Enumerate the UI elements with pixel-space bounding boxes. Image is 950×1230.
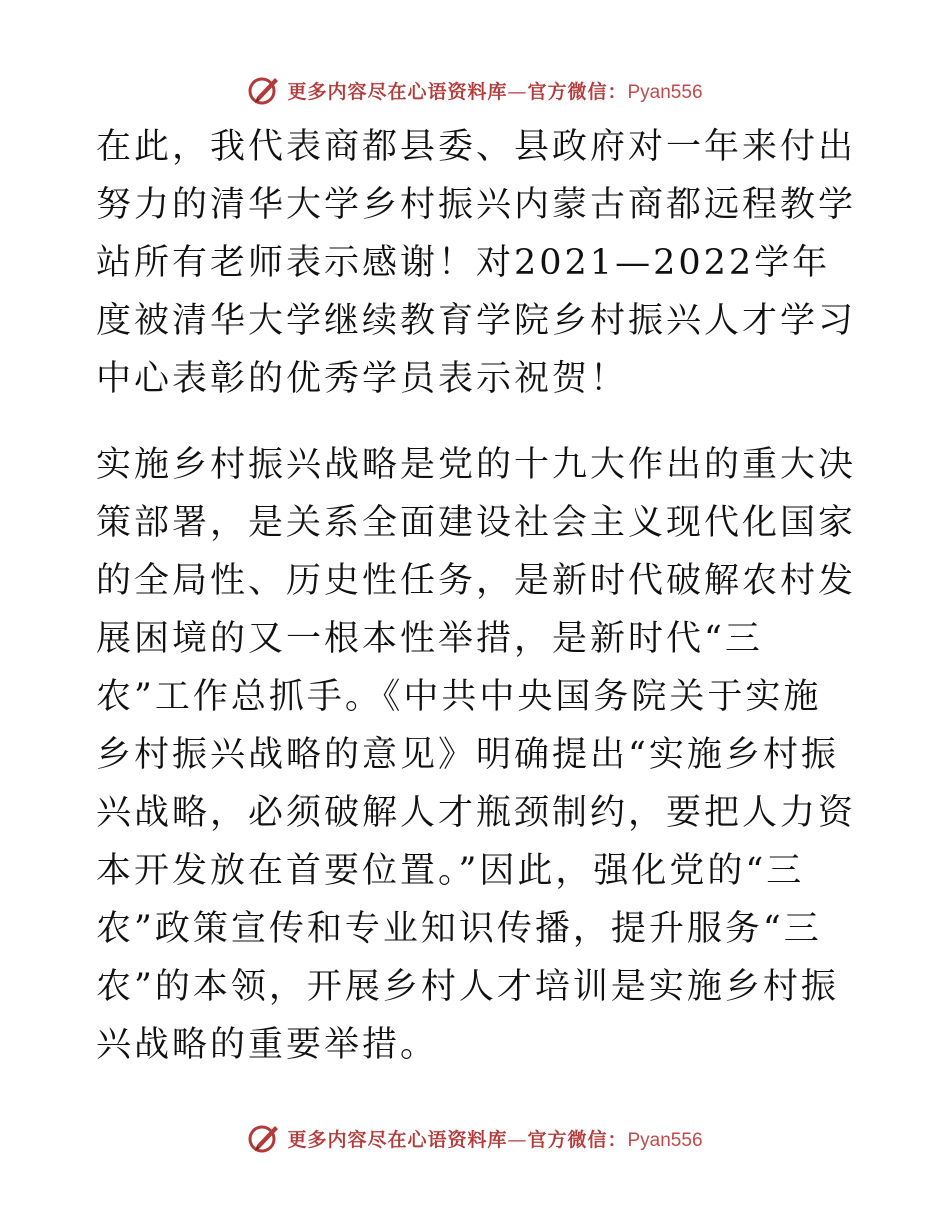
quill-pen-circle-icon [247, 73, 281, 107]
footer-wechat-id: Pyan556 [627, 1129, 703, 1151]
footer-banner [0, 1118, 950, 1158]
footer-banner-separator: — [507, 1128, 528, 1151]
footer-wechat-label: 官方微信： [527, 1128, 628, 1151]
header-banner-separator: — [507, 80, 528, 103]
header-banner-label: 更多内容尽在心语资料库 [287, 80, 508, 103]
quill-pen-circle-icon [247, 1121, 281, 1155]
footer-banner-text [287, 1125, 702, 1152]
header-wechat-id: Pyan556 [627, 81, 703, 103]
document-body [96, 118, 856, 1074]
header-banner-text [287, 77, 702, 104]
header-banner [0, 70, 950, 110]
header-wechat-label: 官方微信： [527, 80, 628, 103]
paragraph-2: 实施乡村振兴战略是党的十九大作出的重大决策部署，是关系全面建设社会主义现代化国家的全局性、历史性任务，是新时代破解农村发展困境的又一根本性举措，是新时代“三农”工作总抓手。《中共中央国务院关于实施乡村振兴战略的意见》明确提出“实施乡村振兴战略，必须破解人才瓶颈制约，要把人力资本开发放在首要位置。”因此，强化党的“三农”政策宣传和专业知识传播，提升服务“三农”的本领，开展乡村人才培训是实施乡村振兴战略的重要举措。 [96, 445, 857, 1065]
paragraph-1: 在此，我代表商都县委、县政府对一年来付出努力的清华大学乡村振兴内蒙古商都远程教学站所有老师表示感谢！对2021—2022学年度被清华大学继续教育学院乡村振兴人才学习中心表彰的优秀学员表示祝贺！ [96, 127, 857, 399]
footer-banner-label: 更多内容尽在心语资料库 [287, 1128, 508, 1151]
